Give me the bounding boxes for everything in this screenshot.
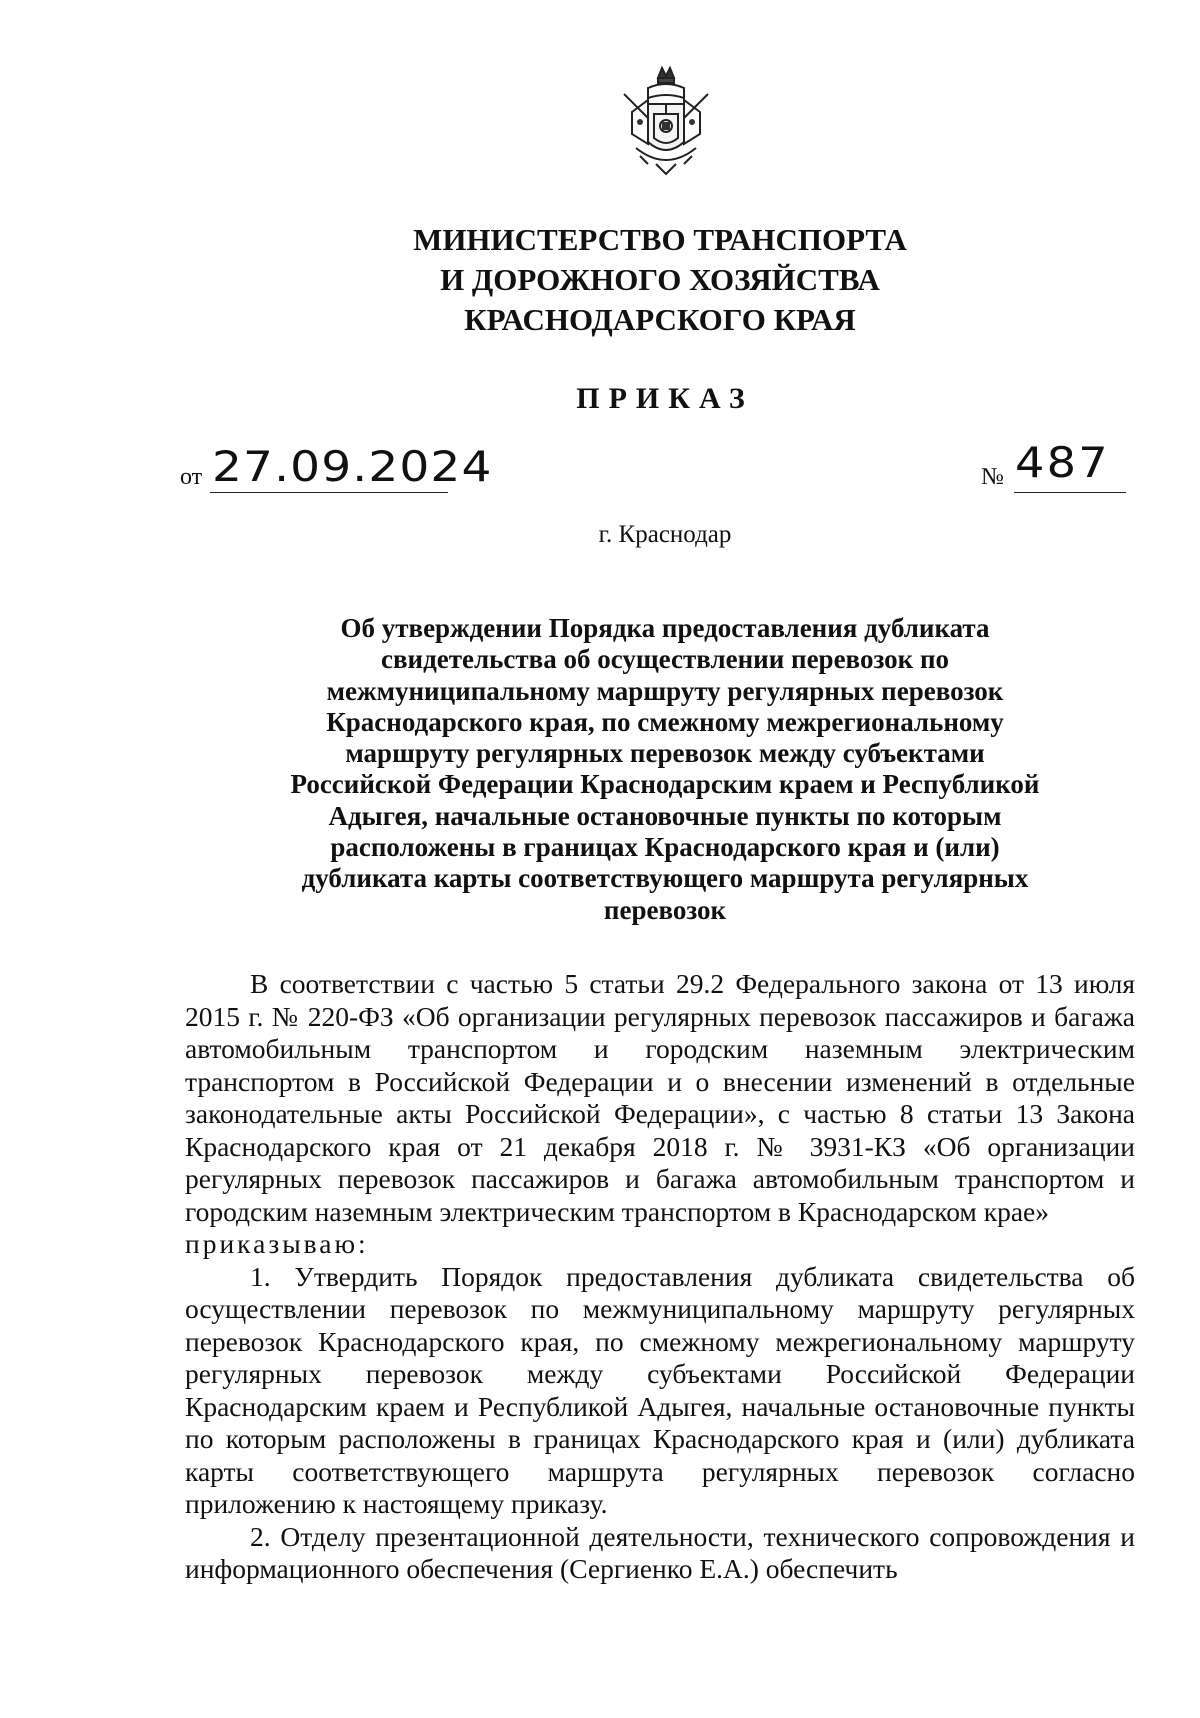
item-2-paragraph: 2. Отделу презентационной деятельности, технического сопровождения и информационного обеспечения (Сергиенко Е.А.) обеспечить bbox=[185, 1520, 1135, 1584]
order-title: ПРИКАЗ bbox=[576, 382, 754, 415]
subject-line: перевозок bbox=[603, 894, 727, 925]
subject-line: Российской Федерации Краснодарским краем и Республикой bbox=[290, 769, 1040, 800]
ministry-line: КРАСНОДАРСКОГО КРАЯ bbox=[464, 302, 856, 337]
subject-line: Краснодарского края, по смежному межрегиональному bbox=[326, 706, 1004, 737]
subject-line: межмуниципальному маршруту регулярных перевозок bbox=[326, 675, 1004, 706]
subject-line: маршруту регулярных перевозок между субъектами bbox=[345, 738, 985, 769]
subject-line: свидетельства об осуществлении перевозок по bbox=[380, 644, 949, 675]
subject-line: Об утверждении Порядка предоставления дубликата bbox=[340, 613, 990, 643]
preamble-paragraph: В соответствии с частью 5 статьи 29.2 Федерального закона от 13 июля 2015 г. № 220-ФЗ «Об организации регулярных перевозок пассажиров и багажа автомобильным транспортом и городским наземным электрическим транспортом в Российской Федерации и о внесении изменений в отдельные законодательные акты Российской Федерации», с частью 8 статьи 13 Закона Краснодарского края от 21 декабря 2018 г. № 3931-КЗ «Об организации регулярных перевозок пассажиров и багажа автомобильным транспортом и городским наземным электрическим транспортом в Краснодарском крае» bbox=[185, 968, 1135, 1227]
subject-line: Адыгея, начальные остановочные пункты по которым bbox=[328, 800, 1002, 831]
order-subject bbox=[250, 613, 1080, 926]
subject-line: дубликата карты соответствующего маршрута регулярных bbox=[301, 863, 1029, 894]
subject-line: расположены в границах Краснодарского края и (или) bbox=[330, 832, 1000, 863]
date-underline bbox=[210, 492, 448, 493]
order-body bbox=[185, 968, 1135, 1586]
number-prefix: № bbox=[981, 464, 1004, 490]
ministry-line: МИНИСТЕРСТВО ТРАНСПОРТА bbox=[413, 222, 907, 257]
ministry-line: И ДОРОЖНОГО ХОЗЯЙСТВА bbox=[440, 262, 880, 297]
order-word: приказываю: bbox=[185, 1228, 369, 1259]
ministry-name bbox=[0, 220, 1200, 340]
order-number-handwritten: 487 bbox=[1015, 438, 1110, 487]
coat-of-arms-icon bbox=[618, 64, 714, 182]
date-prefix: от bbox=[180, 464, 203, 490]
order-date-handwritten: 27.09.2024 bbox=[212, 442, 493, 491]
city: г. Краснодар bbox=[598, 521, 732, 548]
number-underline bbox=[1014, 492, 1126, 493]
item-1-paragraph: 1. Утвердить Порядок предоставления дубликата свидетельства об осуществлении перевозок по межмуниципальному маршруту регулярных перевозок Краснодарского края, по смежному межрегиональному маршруту регулярных перевозок между субъектами Российской Федерации Краснодарским краем и Республикой Адыгея, начальные остановочные пункты по которым расположены в границах Краснодарского края и (или) дубликата карты соответствующего маршрута регулярных перевозок согласно приложению к настоящему приказу. bbox=[185, 1260, 1135, 1519]
